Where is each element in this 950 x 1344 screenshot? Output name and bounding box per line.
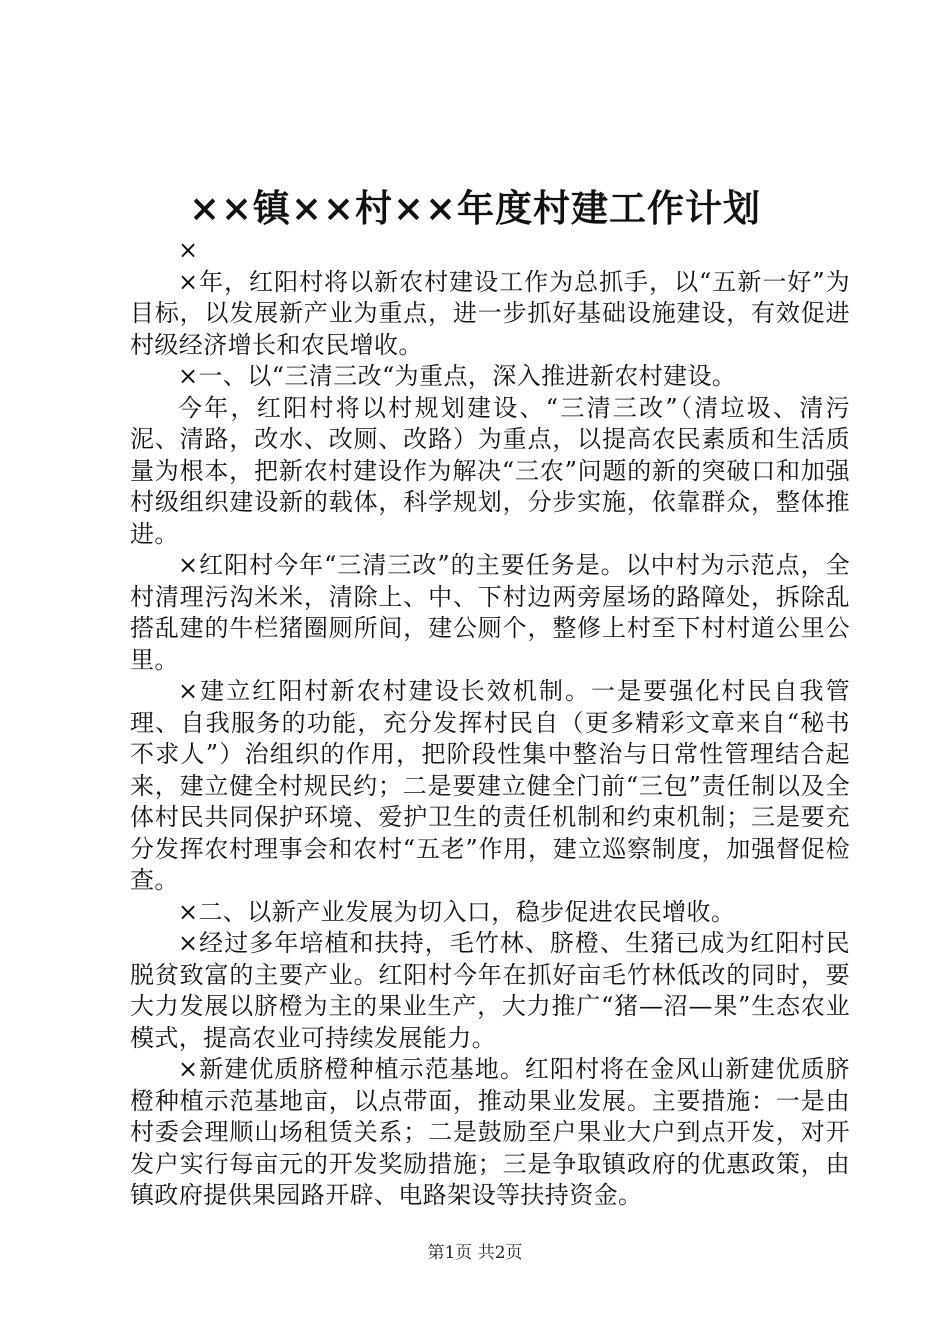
- paragraph: 今年，红阳村将以村规划建设、“三清三改”（清垃圾、清污泥、清路，改水、改厕、改路）为重点，以提高农民素质和生活质量为根本，把新农村建设作为解决“三农”问题的新的突破口和加强村级组织建设新的载体，科学规划，分步实施，依靠群众，整体推进。: [130, 393, 850, 548]
- page-footer: 第1页 共2页: [427, 1243, 523, 1263]
- section-heading: ×一、以“三清三改“为重点，深入推进新农村建设。: [178, 362, 737, 390]
- document-title: ××镇××村××年度村建工作计划: [188, 186, 761, 230]
- paragraph: ×经过多年培植和扶持，毛竹林、脐橙、生猪已成为红阳村民脱贫致富的主要产业。红阳村今年在抓好亩毛竹林低改的同时，要大力发展以脐橙为主的果业生产，大力推广“猪—沼—果”生态农业模式，提高农业可持续发展能力。: [130, 929, 850, 1052]
- paragraph: ×: [178, 236, 199, 264]
- paragraph: ×红阳村今年“三清三改”的主要任务是。以中村为示范点，全村清理污沟米米，清除上、中、下村边两旁屋场的路障处，拆除乱搭乱建的牛栏猪圈厕所间，建公厕个，整修上村至下村村道公里公里。: [130, 551, 850, 674]
- paragraph: ×年，红阳村将以新农村建设工作为总抓手，以“五新一好”为目标，以发展新产业为重点，进一步抓好基础设施建设，有效促进村级经济增长和农民增收。: [130, 267, 850, 359]
- document-body: [130, 235, 850, 1212]
- paragraph: ×新建优质脐橙种植示范基地。红阳村将在金风山新建优质脐橙种植示范基地亩，以点带面，推动果业发展。主要措施：一是由村委会理顺山场租赁关系；二是鼓励至户果业大户到点开发，对开发户实行每亩元的开发奖励措施；三是争取镇政府的优惠政策，由镇政府提供果园路开辟、电路架设等扶持资金。: [130, 1055, 850, 1209]
- section-heading: ×二、以新产业发展为切入口，稳步促进农民增收。: [178, 897, 736, 926]
- paragraph: ×建立红阳村新农村建设长效机制。一是要强化村民自我管理、自我服务的功能，充分发挥村民自（更多精彩文章来自“秘书不求人”）治组织的作用，把阶段性集中整治与日常性管理结合起来，建立健全村规民约；二是要建立健全门前“三包”责任制以及全体村民共同保护环境、爱护卫生的责任机制和约束机制；三是要充分发挥农村理事会和农村“五老”作用，建立巡察制度，加强督促检查。: [130, 677, 850, 894]
